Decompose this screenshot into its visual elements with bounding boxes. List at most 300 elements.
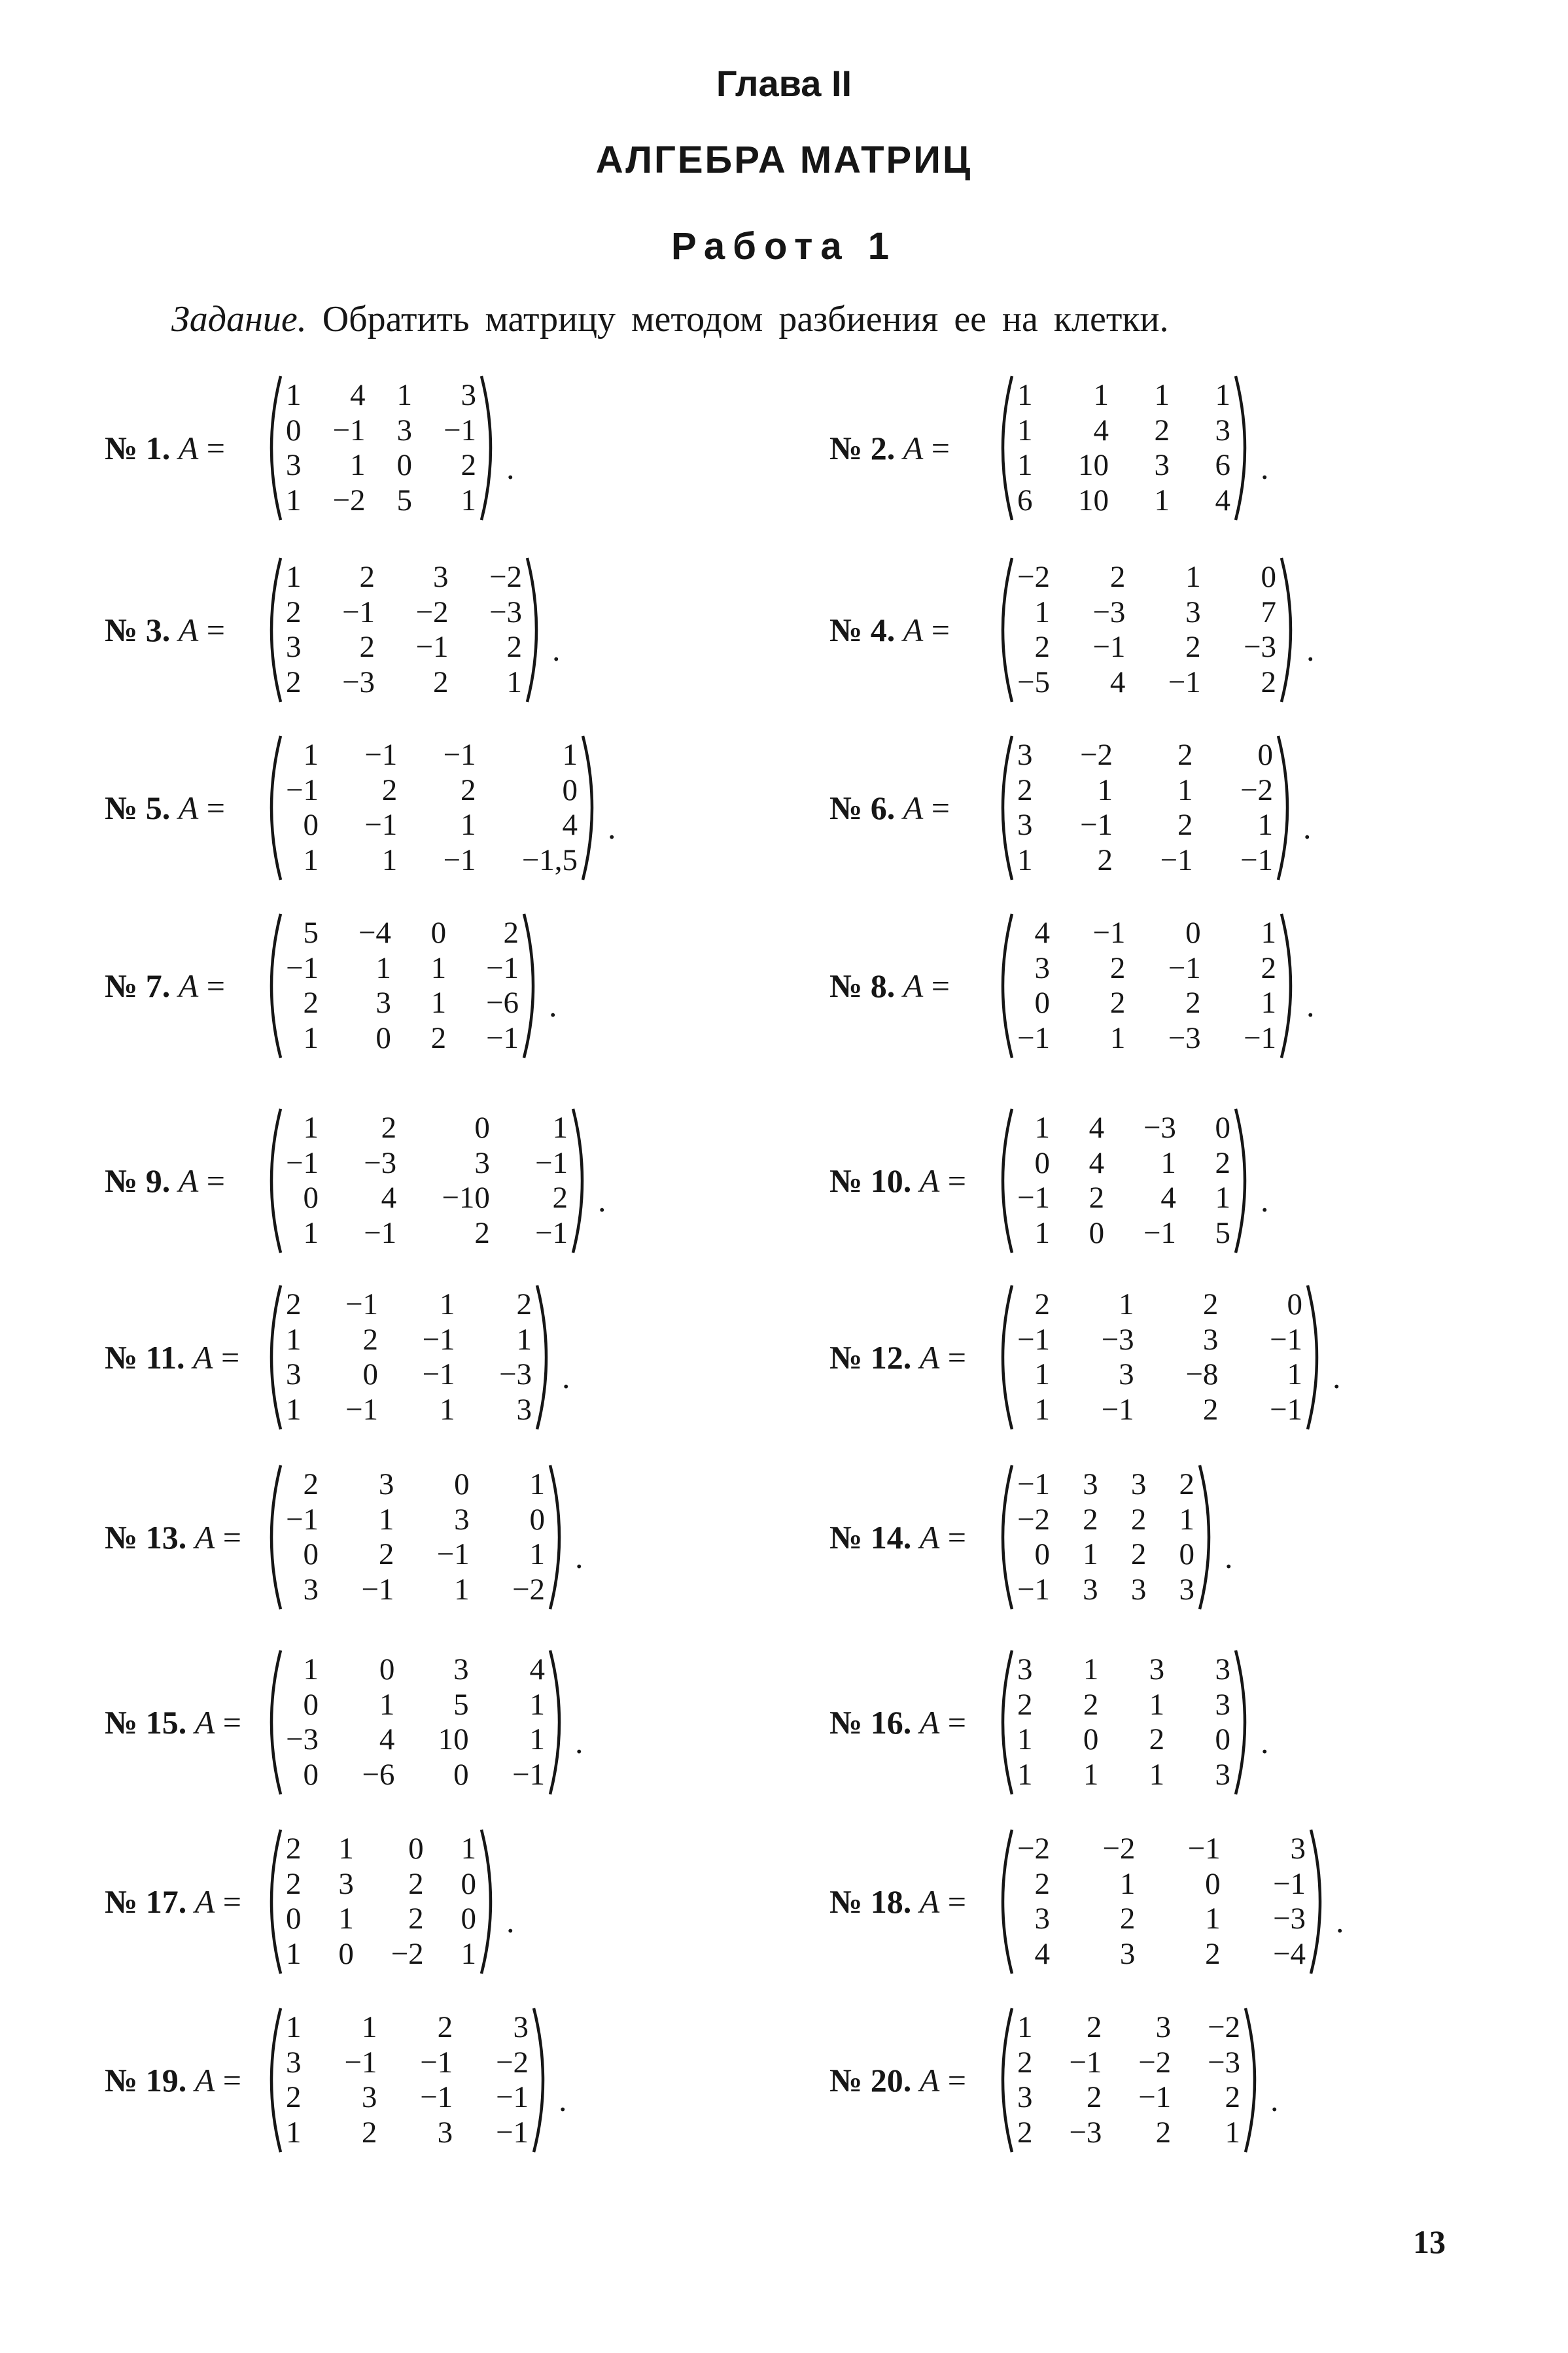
problem-11	[105, 1282, 579, 1433]
matrix	[258, 1462, 572, 1612]
equals-sign: =	[215, 2062, 241, 2099]
matrix-cell: 0	[286, 1902, 302, 1936]
problem-label	[829, 911, 950, 1061]
right-parenthesis	[578, 733, 605, 883]
matrix-cell: 1	[286, 1392, 302, 1427]
matrix-cell: 3	[338, 1866, 354, 1901]
matrix-cell: −1	[341, 595, 375, 629]
matrix-cell: −1	[345, 1287, 378, 1321]
matrix-cell: −4	[1272, 1936, 1306, 1971]
matrix-cell: 3	[1290, 1832, 1306, 1866]
matrix-cell: 2	[1155, 2115, 1172, 2150]
matrix-cell: −1	[286, 1502, 319, 1537]
matrix-cell: −1	[1168, 950, 1201, 985]
matrix	[990, 1282, 1330, 1433]
matrix-cell: 3	[1017, 738, 1033, 772]
matrix-cell: 1	[1034, 1357, 1051, 1391]
matrix-cell: 2	[461, 448, 476, 482]
equals-sign: =	[939, 1162, 966, 1199]
matrix-cell: 1	[1205, 1902, 1221, 1936]
equals-sign: =	[923, 967, 950, 1004]
matrix-variable: A	[919, 1883, 940, 1920]
matrix-cell: 1	[1177, 773, 1193, 807]
matrix-cell: 0	[379, 1652, 395, 1686]
matrix-cell: 1	[1083, 1652, 1099, 1686]
right-parenthesis	[1240, 2005, 1268, 2155]
problem-8	[829, 911, 1323, 1061]
matrix-cell: 4	[1034, 1936, 1051, 1971]
end-period: .	[506, 449, 515, 486]
equals-sign: =	[939, 1339, 966, 1376]
matrix-cell: 4	[1215, 483, 1230, 517]
matrix-cell: 3	[461, 378, 476, 412]
matrix-cell: 0	[474, 1111, 490, 1145]
matrix-cell: 1	[1154, 483, 1170, 517]
problem-label	[105, 2005, 241, 2155]
matrix-cell: 2	[1261, 665, 1276, 699]
matrix-cell: 2	[1034, 1866, 1051, 1901]
matrix-cell: 6	[1215, 448, 1230, 482]
matrix-cell: 1	[361, 2010, 377, 2044]
matrix-cell: −1	[422, 1357, 455, 1391]
end-period: .	[1303, 809, 1312, 846]
matrix-cell: 2	[286, 1832, 302, 1866]
matrix-cell: −2	[1207, 2010, 1240, 2044]
matrix-cell: −1	[485, 950, 519, 985]
matrix-cell: 3	[1130, 1467, 1147, 1501]
matrix-cell: 1	[286, 2010, 302, 2044]
problem-label	[829, 1826, 966, 1977]
end-period: .	[1261, 1724, 1269, 1760]
matrix-cell: −1	[1092, 630, 1126, 664]
matrix-cell: −1	[534, 1215, 568, 1250]
matrix-cell: 3	[433, 560, 449, 594]
matrix-cell: 2	[1185, 986, 1201, 1020]
matrix-cell: 3	[1083, 1467, 1098, 1501]
matrix-cells	[286, 1652, 545, 1792]
matrix-cell: 0	[1261, 560, 1276, 594]
matrix-cell: 2	[1119, 1902, 1136, 1936]
matrix-variable: A	[193, 1339, 213, 1376]
matrix-cell: 4	[1034, 916, 1051, 950]
problem-2	[829, 373, 1278, 523]
matrix-cell: 1	[286, 378, 302, 412]
problem-number: № 12.	[829, 1339, 912, 1376]
matrix-cell: −1	[495, 2115, 529, 2150]
matrix-cell: 3	[453, 1652, 469, 1686]
matrix-cell: 2	[1179, 1467, 1194, 1501]
matrix-cell: 2	[1089, 1181, 1105, 1215]
equals-sign: =	[923, 430, 950, 466]
matrix-cell: −2	[489, 560, 522, 594]
matrix	[990, 1647, 1258, 1798]
matrix-cell: 0	[454, 1467, 470, 1501]
matrix-cell: 0	[375, 1020, 391, 1055]
matrix-cell: 3	[1155, 2010, 1172, 2044]
problem-label	[829, 555, 950, 705]
matrix-cell: 0	[461, 1866, 476, 1901]
end-period: .	[575, 1539, 584, 1575]
matrix-cell: −1	[286, 950, 319, 985]
matrix-cell: 0	[1205, 1866, 1221, 1901]
left-parenthesis	[258, 911, 286, 1061]
matrix-cell: 2	[1177, 738, 1193, 772]
matrix-cell: −1	[286, 1145, 319, 1180]
matrix-cell: 1	[461, 483, 476, 517]
matrix-cell: −2	[1102, 1832, 1136, 1866]
matrix-cell: 1	[1149, 1687, 1165, 1722]
matrix-cell: 2	[1154, 413, 1170, 447]
matrix-cell: 2	[1086, 2080, 1102, 2114]
matrix-cell: 3	[303, 1572, 319, 1607]
matrix-cells	[286, 1832, 476, 1972]
problem-number: № 9.	[105, 1162, 171, 1199]
matrix-cell: 1	[506, 665, 522, 699]
matrix-cell: −1	[485, 1020, 519, 1055]
matrix-cell: −1	[286, 773, 319, 807]
matrix-cell: 0	[396, 448, 412, 482]
matrix-cell: −2	[512, 1572, 545, 1607]
matrix-cell: −2	[1017, 560, 1051, 594]
problem-label	[829, 733, 950, 883]
matrix-cell: 2	[303, 1467, 319, 1501]
matrix-cell: 2	[506, 630, 522, 664]
matrix-cell: 2	[303, 986, 319, 1020]
end-period: .	[1270, 2082, 1279, 2118]
matrix-cell: 3	[375, 986, 391, 1020]
matrix-cell: 3	[286, 630, 302, 664]
matrix-cell: 3	[1202, 1322, 1219, 1357]
problem-15	[105, 1647, 592, 1798]
end-period: .	[608, 809, 616, 846]
matrix-variable: A	[178, 430, 199, 466]
matrix-cell: −3	[1092, 595, 1126, 629]
problem-label	[105, 1282, 239, 1433]
matrix-cell: −2	[332, 483, 366, 517]
matrix-cell: 5	[303, 916, 319, 950]
matrix-cell: 1	[286, 483, 302, 517]
left-parenthesis	[258, 1647, 286, 1798]
matrix-cell: 0	[529, 1502, 545, 1537]
problem-number: № 4.	[829, 612, 896, 648]
matrix-cell: 1	[1149, 1757, 1165, 1792]
matrix-cell: −2	[1017, 1832, 1051, 1866]
problem-number: № 6.	[829, 790, 896, 826]
matrix-cell: 1	[529, 1722, 545, 1756]
task-lead: Задание.	[171, 299, 307, 340]
end-period: .	[598, 1182, 606, 1219]
matrix-cell: 1	[461, 1832, 476, 1866]
matrix-cells	[1017, 378, 1230, 518]
matrix-cell: −1	[1138, 2080, 1172, 2114]
task-statement	[171, 296, 1169, 343]
matrix-cell: −1	[1069, 2045, 1102, 2080]
equals-sign: =	[215, 1883, 241, 1920]
problem-12	[829, 1282, 1350, 1433]
matrix-cell: 3	[286, 448, 302, 482]
matrix-variable: A	[178, 790, 199, 826]
matrix-cell: 3	[1017, 808, 1033, 842]
right-parenthesis	[1276, 555, 1304, 705]
matrix-cell: 2	[552, 1181, 568, 1215]
matrix-cell: 1	[1160, 1145, 1176, 1180]
problem-label	[829, 1462, 966, 1612]
problem-number: № 20.	[829, 2062, 912, 2099]
matrix-cell: 2	[1017, 2115, 1033, 2150]
matrix-cell: −1	[364, 808, 398, 842]
matrix-cell: 1	[440, 1392, 455, 1427]
end-period: .	[1261, 1182, 1269, 1219]
left-parenthesis	[258, 1462, 286, 1612]
matrix-variable: A	[919, 2062, 940, 2099]
matrix-cell: 2	[362, 1322, 378, 1357]
equals-sign: =	[923, 612, 950, 648]
problem-label	[105, 1462, 241, 1612]
matrix-cell: 1	[286, 1936, 302, 1971]
matrix-cell: −3	[489, 595, 522, 629]
matrix-cell: 1	[1225, 2115, 1240, 2150]
problem-number: № 18.	[829, 1883, 912, 1920]
equals-sign: =	[198, 790, 225, 826]
matrix-cell: 3	[1154, 448, 1170, 482]
right-parenthesis	[545, 1462, 572, 1612]
matrix-cell: 1	[1017, 378, 1033, 412]
left-parenthesis	[990, 373, 1017, 523]
end-period: .	[1225, 1539, 1233, 1575]
matrix-cell: 2	[1177, 808, 1193, 842]
matrix	[990, 1106, 1258, 1256]
problem-number: № 2.	[829, 430, 896, 466]
matrix-cell: 0	[430, 916, 447, 950]
problem-number: № 10.	[829, 1162, 912, 1199]
matrix-cell: 0	[461, 1902, 476, 1936]
left-parenthesis	[990, 733, 1017, 883]
matrix-cell: 3	[1034, 950, 1051, 985]
left-parenthesis	[990, 1647, 1017, 1798]
matrix	[990, 733, 1300, 883]
matrix-cell: 1	[286, 2115, 302, 2150]
matrix-cell: 3	[513, 2010, 529, 2044]
matrix-cell: 1	[1017, 1722, 1033, 1756]
matrix-cell: 1	[1261, 986, 1276, 1020]
matrix-cell: −2	[1240, 773, 1273, 807]
matrix-cell: −1	[1243, 1020, 1276, 1055]
matrix-cell: 6	[1017, 483, 1033, 517]
matrix-cell: 2	[1202, 1287, 1219, 1321]
problem-label	[105, 1106, 225, 1256]
right-parenthesis	[1230, 1106, 1258, 1256]
left-parenthesis	[258, 555, 286, 705]
matrix-cell: 2	[1083, 1502, 1098, 1537]
matrix-cell: 2	[437, 2010, 453, 2044]
matrix-cell: 1	[1261, 916, 1276, 950]
matrix-cell: 0	[562, 773, 578, 807]
matrix-cell: 1	[529, 1467, 545, 1501]
matrix-cells	[286, 378, 476, 518]
problem-number: № 1.	[105, 430, 171, 466]
matrix-cell: 0	[1287, 1287, 1302, 1321]
matrix-cell: 0	[1034, 986, 1051, 1020]
matrix-cell: −2	[495, 2045, 529, 2080]
matrix-cell: 7	[1261, 595, 1276, 629]
left-parenthesis	[990, 555, 1017, 705]
problem-19	[105, 2005, 576, 2155]
problem-number: № 5.	[105, 790, 171, 826]
matrix-cell: 2	[1261, 950, 1276, 985]
matrix-cell: −1	[1168, 665, 1201, 699]
matrix-cell: 1	[303, 1020, 319, 1055]
matrix-cell: 1	[516, 1322, 532, 1357]
matrix-cell: 1	[1017, 843, 1033, 877]
matrix-cell: −3	[1101, 1322, 1134, 1357]
matrix-cell: −1	[420, 2045, 453, 2080]
matrix-cell: −3	[364, 1145, 397, 1180]
matrix-variable: A	[919, 1704, 940, 1741]
problem-label	[829, 1282, 966, 1433]
matrix-cell: 1	[1215, 378, 1230, 412]
matrix-cell: 2	[1109, 950, 1126, 985]
equals-sign: =	[939, 1519, 966, 1556]
matrix-cell: −3	[1243, 630, 1276, 664]
matrix-cell: −2	[1138, 2045, 1172, 2080]
matrix-cell: 1	[378, 1502, 394, 1537]
matrix-cell: −5	[1017, 665, 1051, 699]
matrix-cells	[1017, 1111, 1230, 1251]
equals-sign: =	[939, 1704, 966, 1741]
matrix-cell: 1	[529, 1537, 545, 1571]
matrix-cell: 0	[338, 1936, 354, 1971]
matrix-cell: 2	[381, 773, 398, 807]
matrix-cell: −1	[344, 2045, 377, 2080]
left-parenthesis	[258, 1282, 286, 1433]
matrix-cell: 2	[474, 1215, 490, 1250]
matrix-cell: 0	[1083, 1722, 1099, 1756]
matrix-cell: 1	[1185, 560, 1201, 594]
problem-1	[105, 373, 523, 523]
problem-17	[105, 1826, 523, 1977]
left-parenthesis	[258, 373, 286, 523]
matrix-cell: 2	[1017, 2045, 1033, 2080]
matrix-cell: −3	[1168, 1020, 1201, 1055]
matrix-cell: 1	[430, 950, 447, 985]
matrix-cell: 1	[303, 1652, 319, 1686]
matrix-cells	[1017, 738, 1273, 878]
problem-label	[105, 555, 225, 705]
matrix	[990, 1462, 1222, 1612]
matrix-variable: A	[903, 790, 924, 826]
matrix-cell: −1	[1092, 916, 1126, 950]
matrix-cell: 4	[379, 1722, 395, 1756]
matrix-cell: 10	[1078, 483, 1109, 517]
matrix-cell: 4	[1160, 1181, 1176, 1215]
matrix-cell: 3	[1083, 1572, 1098, 1607]
problem-9	[105, 1106, 615, 1256]
matrix-cell: −2	[1017, 1502, 1051, 1537]
matrix-variable: A	[903, 612, 924, 648]
end-period: .	[1336, 1903, 1344, 1940]
end-period: .	[575, 1724, 584, 1760]
matrix-cell: 0	[1215, 1722, 1230, 1756]
matrix-cell: 2	[1017, 1687, 1033, 1722]
left-parenthesis	[258, 2005, 286, 2155]
matrix-variable: A	[178, 967, 199, 1004]
left-parenthesis	[258, 1826, 286, 1977]
matrix-cell: 1	[1109, 1020, 1126, 1055]
matrix-cell: −1	[1269, 1392, 1302, 1427]
left-parenthesis	[258, 1106, 286, 1256]
matrix-cell: 2	[430, 1020, 447, 1055]
matrix-cell: 2	[381, 1111, 397, 1145]
matrix-cell: 2	[1149, 1722, 1165, 1756]
matrix-cell: 2	[408, 1902, 424, 1936]
problem-10	[829, 1106, 1278, 1256]
matrix-cell: 1	[338, 1902, 354, 1936]
matrix-variable: A	[919, 1519, 940, 1556]
matrix	[990, 2005, 1268, 2155]
matrix-cell: 0	[1185, 916, 1201, 950]
right-parenthesis	[1273, 733, 1300, 883]
matrix-cell: 2	[433, 665, 449, 699]
matrix-cell: 0	[408, 1832, 424, 1866]
matrix-cells	[1017, 1467, 1194, 1607]
matrix-variable: A	[178, 612, 199, 648]
matrix-cell: 2	[1185, 630, 1201, 664]
end-period: .	[552, 631, 561, 668]
matrix-cell: 2	[286, 665, 302, 699]
matrix-cell: 3	[361, 2080, 377, 2114]
equals-sign: =	[923, 790, 950, 826]
right-parenthesis	[1194, 1462, 1222, 1612]
equals-sign: =	[939, 1883, 966, 1920]
matrix-cell: 2	[516, 1287, 532, 1321]
chapter-heading: Глава II	[716, 63, 852, 104]
matrix-cell: 1	[1097, 773, 1113, 807]
matrix-cell: −1	[1017, 1467, 1051, 1501]
equals-sign: =	[198, 612, 225, 648]
matrix-cells	[1017, 1287, 1302, 1427]
right-parenthesis	[1306, 1826, 1333, 1977]
matrix-cell: 4	[381, 1181, 397, 1215]
matrix-cell: 3	[286, 2045, 302, 2080]
matrix-cell: 2	[1097, 843, 1113, 877]
matrix-cell: −1,5	[521, 843, 578, 877]
matrix-cells	[1017, 2010, 1240, 2150]
matrix-cell: 0	[303, 1537, 319, 1571]
matrix-cell: −1	[345, 1392, 378, 1427]
right-parenthesis	[1302, 1282, 1330, 1433]
problem-5	[105, 733, 625, 883]
matrix-cells	[286, 1111, 568, 1251]
matrix-cell: −1	[1160, 843, 1193, 877]
matrix-cell: 2	[503, 916, 519, 950]
matrix-cell: 2	[1109, 986, 1126, 1020]
matrix-cell: 1	[562, 738, 578, 772]
matrix-cell: 3	[1130, 1572, 1147, 1607]
problem-13	[105, 1462, 592, 1612]
matrix	[258, 2005, 556, 2155]
left-parenthesis	[990, 911, 1017, 1061]
matrix-cell: 2	[359, 630, 375, 664]
matrix	[258, 1647, 572, 1798]
matrix-cell: 1	[286, 1322, 302, 1357]
matrix-cell: 0	[303, 808, 319, 842]
matrix-cell: 4	[1089, 1111, 1105, 1145]
matrix-cell: 1	[303, 1111, 319, 1145]
end-period: .	[1306, 631, 1315, 668]
problem-number: № 19.	[105, 2062, 187, 2099]
matrix-cell: 1	[1017, 2010, 1033, 2044]
matrix-cell: 0	[362, 1357, 378, 1391]
